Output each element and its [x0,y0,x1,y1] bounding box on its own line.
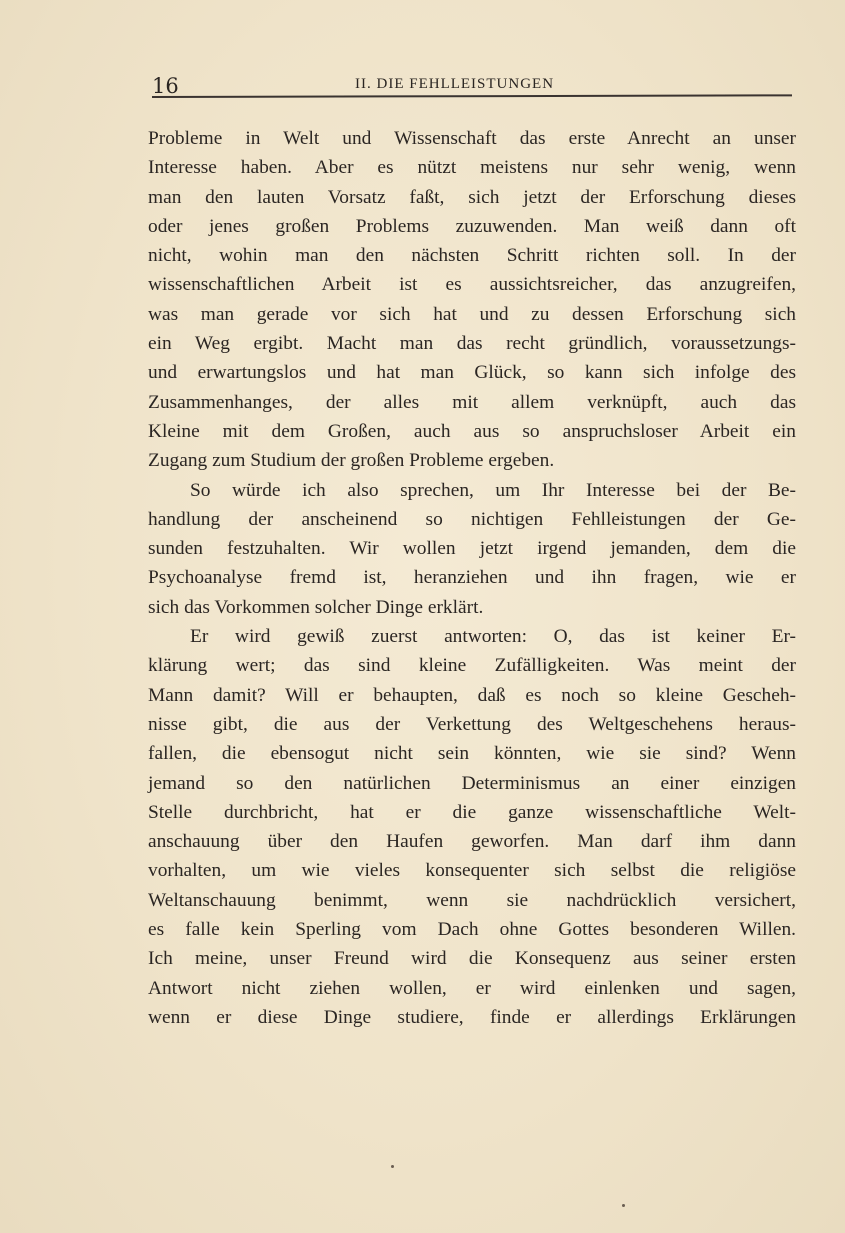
text-line: Mann damit? Will er behaupten, daß es noch so kleine Gescheh- [148,684,796,706]
paper-speck [391,1165,394,1168]
paragraph-end-line: sich das Vorkommen solcher Dinge erklärt. [148,596,484,618]
text-line: nisse gibt, die aus der Verkettung des Weltgeschehens heraus- [148,713,796,735]
paper-speck [622,1204,625,1207]
text-line: handlung der anscheinend so nichtigen Fehlleistungen der Ge- [148,508,796,530]
paragraph-end-line: Zugang zum Studium der großen Probleme ergeben. [148,450,555,472]
text-line: Interesse haben. Aber es nützt meistens nur sehr wenig, wenn [148,157,796,179]
text-line: wenn er diese Dinge studiere, finde er allerdings Erklärungen [148,1006,796,1028]
text-line: man den lauten Vorsatz faßt, sich jetzt der Erforschung dieses [148,186,796,208]
text-line: Antwort nicht ziehen wollen, er wird einlenken und sagen, [148,977,796,999]
text-line: ein Weg ergibt. Macht man das recht gründlich, voraussetzungs- [148,333,796,355]
text-line: nicht, wohin man den nächsten Schritt richten soll. In der [148,245,796,267]
paragraph-start-line: So würde ich also sprechen, um Ihr Interesse bei der Be- [190,479,796,501]
text-line: vorhalten, um wie vieles konsequenter sich selbst die religiöse [148,860,796,882]
text-line: Kleine mit dem Großen, auch aus so anspruchsloser Arbeit ein [148,420,796,442]
text-line: und erwartungslos und hat man Glück, so kann sich infolge des [148,362,796,384]
text-line: jemand so den natürlichen Determinismus an einer einzigen [148,772,796,794]
text-line: oder jenes großen Problems zuzuwenden. Man weiß dann oft [148,215,796,237]
text-line: was man gerade vor sich hat und zu dessen Erforschung sich [148,303,796,325]
running-head: II. DIE FEHLLEISTUNGEN [355,76,555,92]
text-line: anschauung über den Haufen geworfen. Man darf ihm dann [148,831,796,853]
body-text [148,124,796,1032]
text-line: klärung wert; das sind kleine Zufälligkeiten. Was meint der [148,655,796,677]
text-line: wissenschaftlichen Arbeit ist es aussichtsreicher, das anzugreifen, [148,274,796,296]
text-line: Stelle durchbricht, hat er die ganze wissenschaftliche Welt- [148,801,796,823]
text-line: Weltanschauung benimmt, wenn sie nachdrücklich versichert, [148,889,796,911]
text-line: es falle kein Sperling vom Dach ohne Gottes besonderen Willen. [148,919,796,941]
text-line: Zusammenhanges, der alles mit allem verknüpft, auch das [148,391,796,413]
text-line: Ich meine, unser Freund wird die Konsequenz aus seiner ersten [148,948,796,970]
text-line: sunden festzuhalten. Wir wollen jetzt irgend jemanden, dem die [148,538,796,560]
page-number: 16 [152,74,179,98]
text-line: fallen, die ebensogut nicht sein könnten, wie sie sind? Wenn [148,743,796,765]
paragraph-start-line: Er wird gewiß zuerst antworten: O, das ist keiner Er- [190,626,796,648]
text-line: Psychoanalyse fremd ist, heranziehen und ihn fragen, wie er [148,567,796,589]
text-line: Probleme in Welt und Wissenschaft das erste Anrecht an unser [148,128,796,149]
